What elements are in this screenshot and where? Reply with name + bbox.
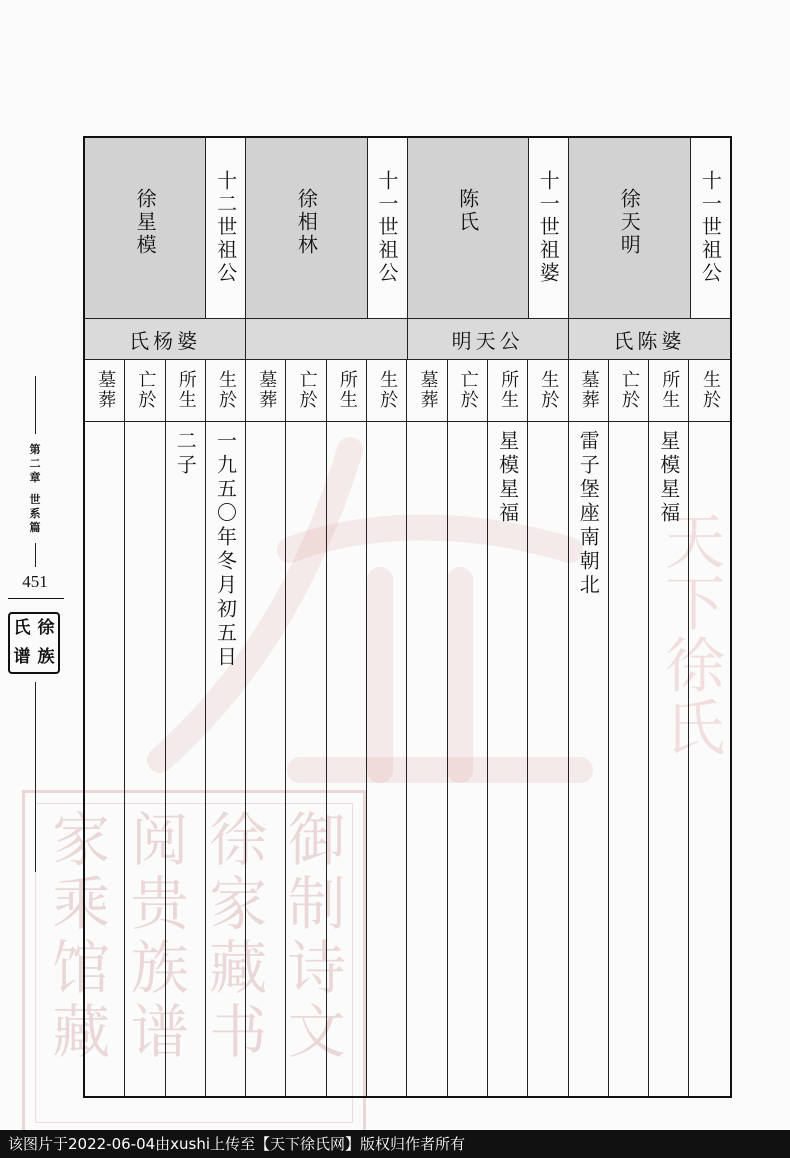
field-value: 星模星福 [495, 430, 520, 526]
detail-column [85, 360, 125, 1096]
seal-column: 家乘馆藏 [42, 809, 111, 1065]
detail-column [166, 360, 206, 1096]
field-label: 墓葬 [417, 370, 439, 410]
spouse-label: 氏陈婆 [569, 319, 730, 359]
detail-column [327, 360, 367, 1096]
field-label: 生於 [215, 370, 237, 410]
field-label: 生於 [377, 370, 399, 410]
page-rule [8, 598, 64, 599]
detail-column [125, 360, 165, 1096]
generation-label: 十一世祖公 [367, 138, 407, 318]
seal-column: 阅贵族谱 [120, 809, 189, 1065]
person-name: 徐星模 [85, 138, 205, 318]
detail-column [609, 360, 649, 1096]
person-block [569, 138, 730, 318]
upload-notice-bar: 该图片于2022-06-04由xushi上传至【天下徐氏网】版权归作者所有 [0, 1130, 790, 1158]
detail-column [488, 360, 528, 1096]
field-label: 生於 [538, 370, 560, 410]
name-row [85, 138, 730, 318]
detail-columns [85, 360, 730, 1096]
book-stamp: 氏 徐 谱 族 [8, 612, 60, 674]
field-label: 生於 [700, 370, 722, 410]
detail-column [367, 360, 407, 1096]
detail-column [528, 360, 568, 1096]
field-label: 墓葬 [256, 370, 278, 410]
page-number: 451 [22, 572, 48, 591]
watermark-vertical-text: 天下徐氏 [655, 510, 725, 758]
field-label: 亡於 [618, 370, 640, 410]
generation-label: 十一世祖婆 [528, 138, 568, 318]
field-label: 墓葬 [578, 370, 600, 410]
field-label: 墓葬 [95, 370, 117, 410]
detail-column [286, 360, 326, 1096]
seal-column: 徐家藏书 [199, 809, 268, 1065]
field-label: 亡於 [457, 370, 479, 410]
detail-column [448, 360, 488, 1096]
detail-column [206, 360, 246, 1096]
field-label: 所生 [175, 370, 197, 410]
sidebar-rule-bottom [35, 682, 36, 872]
field-label: 所生 [336, 370, 358, 410]
sidebar-rule-mid [35, 543, 36, 567]
spouse-row [85, 318, 730, 360]
field-label: 亡於 [296, 370, 318, 410]
person-name: 徐相林 [246, 138, 366, 318]
field-label: 亡於 [135, 370, 157, 410]
person-block [85, 138, 246, 318]
chapter-label: 第 二 章 世 系 篇 [29, 443, 41, 534]
person-block [246, 138, 407, 318]
field-value: 雷子堡座南朝北 [576, 430, 601, 598]
detail-column [407, 360, 447, 1096]
detail-column [649, 360, 689, 1096]
person-name: 陈氏 [408, 138, 528, 318]
field-value: 星模星福 [656, 430, 681, 526]
field-label: 所生 [498, 370, 520, 410]
sidebar-rule-top [35, 376, 36, 434]
spouse-label [246, 319, 407, 359]
detail-column [689, 360, 729, 1096]
field-value: 一九五〇年冬月初五日 [213, 430, 238, 670]
detail-column [246, 360, 286, 1096]
person-block [408, 138, 569, 318]
spouse-label: 氏杨婆 [85, 319, 246, 359]
spouse-label: 明天公 [408, 319, 569, 359]
genealogy-table [83, 136, 732, 1098]
person-name: 徐天明 [569, 138, 690, 318]
seal-column: 御制诗文 [277, 809, 346, 1065]
generation-label: 十一世祖公 [690, 138, 730, 318]
generation-label: 十二世祖公 [205, 138, 245, 318]
field-label: 所生 [659, 370, 681, 410]
detail-column [569, 360, 609, 1096]
field-value: 二子 [173, 430, 198, 478]
